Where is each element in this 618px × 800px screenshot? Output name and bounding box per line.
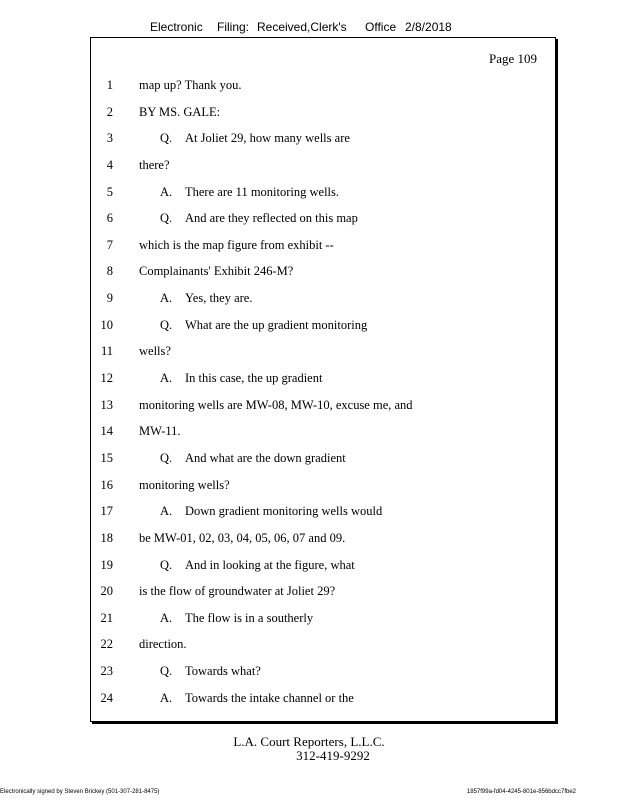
line-text: wells? [139,344,171,359]
line-text: be MW-01, 02, 03, 04, 05, 06, 07 and 09. [139,530,346,545]
line-number: 17 [100,504,113,519]
line-number: 23 [100,664,113,679]
qa-marker: A. [160,291,173,306]
line-text: At Joliet 29, how many wells are [185,131,350,146]
transcript-line [91,445,555,472]
line-number: 10 [100,317,113,332]
transcript-line [91,258,555,285]
qa-marker: Q. [160,664,173,679]
line-number: 6 [106,211,113,226]
line-number: 8 [106,264,113,279]
transcript-line [91,285,555,312]
line-text: direction. [139,637,187,652]
transcript-line [91,125,555,152]
transcript-line [91,365,555,392]
transcript-line [91,312,555,339]
transcript-line [91,605,555,632]
qa-marker: Q. [160,317,173,332]
qa-marker: A. [160,184,173,199]
transcript-line [91,631,555,658]
line-text: monitoring wells are MW-08, MW-10, excuse me, and [139,397,413,412]
line-text: And are they reflected on this map [185,211,358,226]
line-number: 22 [100,637,113,652]
line-text: Towards the intake channel or the [185,690,354,705]
line-number: 9 [106,291,113,306]
filing-stamp-word: 2/8/2018 [405,20,452,34]
transcript-line [91,418,555,445]
line-number: 7 [106,237,113,252]
qa-marker: Q. [160,211,173,226]
line-text: And in looking at the figure, what [185,557,355,572]
qa-marker: Q. [160,557,173,572]
transcript-line [91,552,555,579]
line-number: 13 [100,397,113,412]
transcript-line [91,338,555,365]
transcript-line [91,685,555,712]
line-text: map up? Thank you. [139,78,242,92]
line-text: is the flow of groundwater at Joliet 29? [139,584,336,599]
reporter-name: L.A. Court Reporters, L.L.C. [233,734,385,749]
line-text: Down gradient monitoring wells would [185,504,383,519]
line-text: which is the map figure from exhibit -- [139,237,334,252]
line-text: And what are the down gradient [185,450,346,465]
qa-marker: Q. [160,450,173,465]
transcript-line [91,99,555,126]
line-text: Towards what? [185,664,261,679]
line-text: MW-11. [139,424,181,439]
electronic-signature: Electronically signed by Steven Brickey (501-307-281-8475) [0,789,160,795]
line-number: 3 [106,131,113,146]
reporter-phone [0,748,618,764]
transcript-line [91,578,555,605]
filing-stamp-word: Filing: [217,20,250,34]
transcript-line [91,658,555,685]
line-text: Yes, they are. [185,291,253,306]
filing-stamp-word: Received,Clerk's [257,20,347,34]
qa-marker: A. [160,504,173,519]
filing-stamp [0,20,618,36]
line-number: 15 [100,450,113,465]
transcript-line [91,392,555,419]
line-number: 12 [100,371,113,386]
line-number: 2 [106,104,113,119]
line-number: 11 [100,344,113,359]
transcript-line [91,498,555,525]
filing-stamp-word: Office [365,20,397,34]
transcript-line [91,152,555,179]
qa-marker: A. [160,690,173,705]
line-text: In this case, the up gradient [185,371,323,386]
line-number: 20 [100,584,113,599]
line-number: 21 [100,610,113,625]
line-number: 1 [106,78,113,92]
line-number: 18 [100,530,113,545]
line-text: BY MS. GALE: [139,104,221,119]
line-number: 14 [100,424,113,439]
qa-marker: Q. [160,131,173,146]
filing-stamp-word: Electronic [150,20,203,34]
line-number: 19 [100,557,113,572]
line-text: There are 11 monitoring wells. [185,184,340,199]
line-text: The flow is in a southerly [185,610,314,625]
transcript-line [91,232,555,259]
page-number: Page 109 [488,51,537,66]
transcript-line [91,205,555,232]
line-number: 24 [100,690,113,705]
transcript-line [91,525,555,552]
qa-marker: A. [160,610,173,625]
line-text: there? [139,157,170,172]
transcript-line [91,472,555,499]
line-text: Complainants' Exhibit 246-M? [139,264,294,279]
line-text: monitoring wells? [139,477,230,492]
reporter-phone-text: 312-419-9292 [296,748,370,763]
transcript-line [91,72,555,99]
transcript-line [91,179,555,206]
qa-marker: A. [160,371,173,386]
transcript-page [90,37,556,722]
document-hash: 1857f99a-fd04-4245-801e-856bdcc7fbe2 [466,789,576,795]
line-number: 16 [100,477,113,492]
line-text: What are the up gradient monitoring [185,317,368,332]
line-number: 5 [106,184,113,199]
transcript-lines [91,72,555,711]
line-number: 4 [106,157,113,172]
